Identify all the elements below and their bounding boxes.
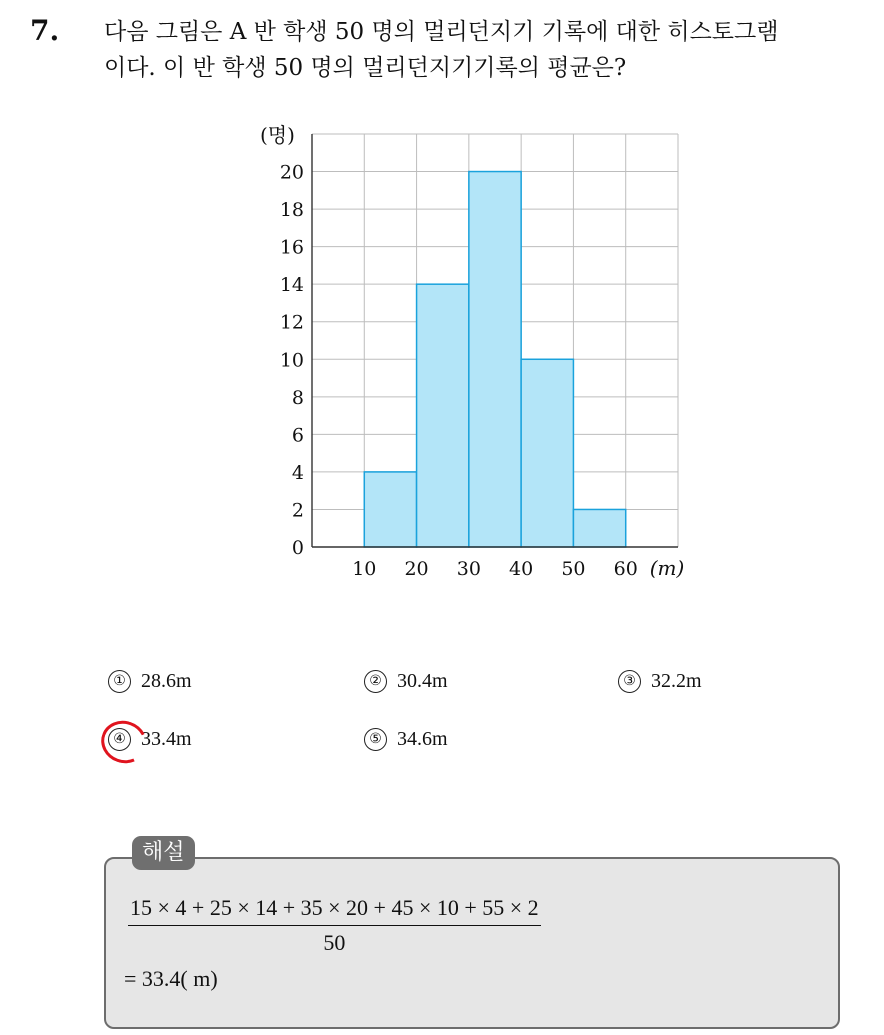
- choice-4-text: 33.4m: [141, 728, 192, 750]
- choice-2[interactable]: [364, 670, 448, 693]
- y-tick-label: 0: [291, 537, 304, 559]
- histogram-bar-2: [417, 284, 469, 547]
- choice-3[interactable]: [618, 670, 702, 693]
- histogram-bar-3: [469, 172, 521, 547]
- y-tick-label: 18: [279, 199, 304, 222]
- x-tick-label: 30: [456, 558, 481, 580]
- y-axis-unit-label: (명): [260, 123, 295, 147]
- choice-1-text: 28.6m: [141, 670, 192, 692]
- solution-denominator: 50: [323, 930, 346, 955]
- y-tick-label: 4: [291, 461, 304, 484]
- x-tick-label: 40: [509, 558, 534, 580]
- histogram-bar-5: [573, 509, 625, 547]
- choice-5[interactable]: [364, 728, 448, 751]
- choice-1[interactable]: [108, 670, 192, 693]
- x-tick-label: 50: [561, 558, 586, 580]
- y-tick-label: 20: [279, 161, 304, 184]
- solution-numerator: 15 × 4 + 25 × 14 + 35 × 20 + 45 × 10 + 55 × 2: [128, 895, 541, 926]
- y-tick-label: 14: [279, 274, 304, 297]
- choice-2-mark: ②: [364, 670, 387, 693]
- y-tick-label: 10: [279, 349, 304, 372]
- choice-5-text: 34.6m: [397, 728, 448, 750]
- choice-4-mark-glyph: ④: [113, 731, 126, 747]
- selected-answer-circle-icon: [95, 714, 153, 769]
- x-tick-label: 10: [352, 558, 377, 580]
- choice-5-mark: ⑤: [364, 728, 387, 751]
- choice-3-text: 32.2m: [651, 670, 702, 692]
- histogram-bar-1: [364, 472, 416, 547]
- choice-1-mark: ①: [108, 670, 131, 693]
- x-tick-label: 60: [613, 558, 638, 580]
- question-line-1: 다음 그림은 A 반 학생 50 명의 멀리던지기 기록에 대한 히스토그램: [104, 19, 779, 45]
- y-tick-label: 16: [279, 236, 304, 259]
- histogram-bar-4: [521, 359, 573, 547]
- question-number: 7.: [30, 14, 60, 47]
- histogram-chart: [250, 118, 710, 588]
- choice-4-mark: [108, 728, 131, 751]
- solution-result: = 33.4( m): [124, 966, 218, 991]
- choice-2-text: 30.4m: [397, 670, 448, 692]
- solution-label: 해설: [132, 836, 195, 870]
- y-tick-label: 12: [279, 311, 304, 334]
- solution-fraction: [128, 895, 541, 956]
- choice-4[interactable]: [108, 728, 192, 751]
- y-tick-label: 6: [291, 424, 304, 447]
- question-text: [104, 14, 874, 86]
- x-axis-unit-label: (m): [649, 556, 685, 580]
- x-tick-label: 20: [404, 558, 429, 580]
- y-tick-label: 2: [291, 499, 304, 522]
- choice-3-mark: ③: [618, 670, 641, 693]
- y-tick-label: 8: [291, 386, 304, 409]
- question-line-2: 이다. 이 반 학생 50 명의 멀리던지기기록의 평균은?: [104, 55, 627, 81]
